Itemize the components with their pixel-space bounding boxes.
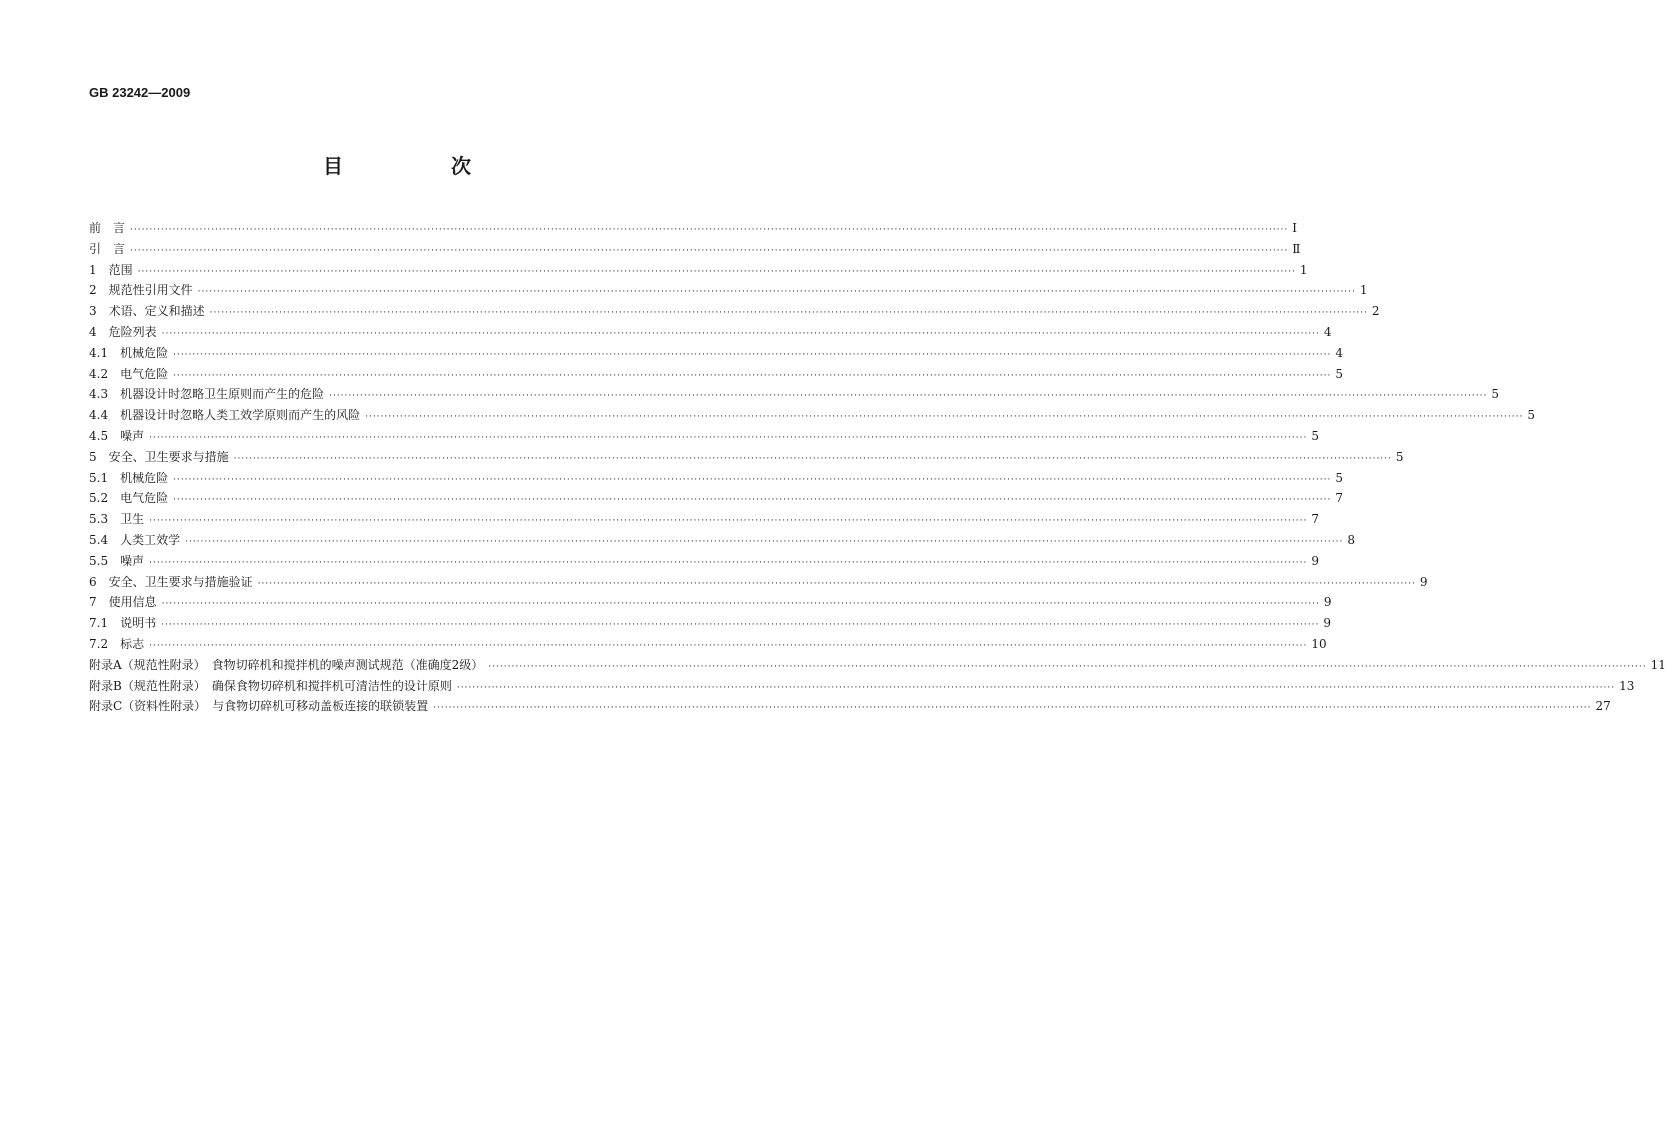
- toc-dot-leader: ············································································································································································································································································································: [456, 682, 1616, 693]
- toc-entry-page: 11: [1650, 657, 1666, 672]
- toc-dot-leader: ············································································································································································································································································································: [161, 620, 1320, 631]
- toc-entry-page: 7: [1335, 491, 1343, 506]
- toc-entry-label: 2 规范性引用文件: [89, 283, 193, 298]
- toc-entry-page: 5: [1527, 408, 1535, 423]
- toc-entry[interactable]: [89, 572, 1428, 593]
- toc-dot-leader: ············································································································································································································································································································: [161, 599, 1320, 610]
- toc-entry-label: 4.4 机器设计时忽略人类工效学原则而产生的风险: [89, 408, 361, 423]
- page-title: 目 次: [323, 154, 515, 178]
- toc-entry-label: 引 言: [89, 241, 126, 256]
- toc-entry[interactable]: [89, 676, 1635, 697]
- toc-entry-label: 4.1 机械危险: [89, 345, 169, 360]
- toc-entry-page: Ⅱ: [1292, 241, 1301, 256]
- toc-dot-leader: ············································································································································································································································································································: [149, 557, 1308, 568]
- toc-entry-label: 附录C（资料性附录） 与食物切碎机可移动盖板连接的联锁装置: [89, 699, 429, 714]
- toc-entry-label: 4.5 噪声: [89, 428, 145, 443]
- toc-dot-leader: ············································································································································································································································································································: [161, 328, 1320, 339]
- toc-entry-label: 5.5 噪声: [89, 553, 145, 568]
- toc-entry-label: 1 范围: [89, 262, 133, 277]
- toc-entry-page: 5: [1335, 470, 1343, 485]
- toc-entry-label: 5.3 卫生: [89, 512, 145, 527]
- toc-entry-label: 6 安全、卫生要求与措施验证: [89, 574, 253, 589]
- toc-entry[interactable]: [89, 655, 1666, 676]
- toc-entry[interactable]: [89, 509, 1319, 530]
- toc-entry-label: 7.1 说明书: [89, 616, 157, 631]
- standard-number: GB 23242—2009: [89, 85, 191, 100]
- toc-dot-leader: ············································································································································································································································································································: [197, 287, 1356, 298]
- toc-dot-leader: ············································································································································································································································································································: [149, 432, 1308, 443]
- toc-entry[interactable]: [89, 592, 1332, 613]
- toc-entry[interactable]: [89, 322, 1332, 343]
- toc-dot-leader: ············································································································································································································································································································: [149, 640, 1308, 651]
- toc-entry-page: 9: [1419, 574, 1428, 589]
- toc-dot-leader: ············································································································································································································································································································: [365, 412, 1524, 423]
- toc-entry-label: 5.1 机械危险: [89, 470, 169, 485]
- toc-dot-leader: ············································································································································································································································································································: [185, 536, 1344, 547]
- toc-dot-leader: ············································································································································································································································································································: [488, 661, 1647, 672]
- toc-entry[interactable]: [89, 260, 1308, 281]
- toc-entry[interactable]: [89, 364, 1343, 385]
- toc-entry-page: 2: [1371, 304, 1380, 319]
- toc-dot-leader: ············································································································································································································································································································: [149, 516, 1308, 527]
- toc-entry[interactable]: [89, 426, 1319, 447]
- toc-entry[interactable]: [89, 384, 1499, 405]
- toc-entry-label: 7 使用信息: [89, 595, 157, 610]
- toc-dot-leader: ············································································································································································································································································································: [173, 495, 1332, 506]
- toc-dot-leader: ············································································································································································································································································································: [173, 370, 1332, 381]
- toc-dot-leader: ············································································································································································································································································································: [257, 578, 1416, 589]
- toc-entry-label: 附录B（规范性附录） 确保食物切碎机和搅拌机可清洁性的设计原则: [89, 678, 452, 693]
- table-of-contents: [89, 218, 1666, 717]
- toc-entry-page: 5: [1311, 428, 1319, 443]
- toc-entry[interactable]: [89, 447, 1404, 468]
- toc-entry[interactable]: [89, 405, 1535, 426]
- toc-entry-label: 4 危险列表: [89, 324, 157, 339]
- toc-entry[interactable]: [89, 239, 1301, 260]
- toc-entry-page: 4: [1323, 324, 1332, 339]
- toc-dot-leader: ············································································································································································································································································································: [433, 703, 1592, 714]
- toc-entry[interactable]: [89, 280, 1368, 301]
- toc-dot-leader: ············································································································································································································································································································: [173, 474, 1332, 485]
- toc-entry[interactable]: [89, 613, 1331, 634]
- toc-entry-page: 9: [1311, 553, 1319, 568]
- toc-dot-leader: ············································································································································································································································································································: [329, 391, 1488, 402]
- toc-dot-leader: ············································································································································································································································································································: [130, 225, 1289, 235]
- toc-entry[interactable]: [89, 696, 1611, 717]
- toc-entry-label: 7.2 标志: [89, 636, 145, 651]
- toc-entry-label: 5.2 电气危险: [89, 491, 169, 506]
- toc-entry[interactable]: [89, 488, 1343, 509]
- toc-entry-page: 9: [1323, 595, 1332, 610]
- toc-entry-page: 7: [1311, 512, 1319, 527]
- toc-dot-leader: ············································································································································································································································································································: [130, 245, 1289, 256]
- toc-entry-page: 8: [1347, 532, 1355, 547]
- toc-entry-page: 10: [1311, 636, 1327, 651]
- toc-dot-leader: ············································································································································································································································································································: [233, 453, 1392, 464]
- toc-entry-page: 5: [1491, 387, 1499, 402]
- toc-entry-label: 4.2 电气危险: [89, 366, 169, 381]
- toc-entry[interactable]: [89, 468, 1343, 489]
- toc-entry-page: 1: [1299, 262, 1308, 277]
- toc-entry-label: 5 安全、卫生要求与措施: [89, 449, 229, 464]
- toc-entry-page: 5: [1395, 449, 1404, 464]
- toc-entry-page: 1: [1359, 283, 1368, 298]
- toc-entry-label: 4.3 机器设计时忽略卫生原则而产生的危险: [89, 387, 325, 402]
- toc-entry-page: 13: [1619, 678, 1635, 693]
- toc-dot-leader: ············································································································································································································································································································: [137, 266, 1296, 277]
- toc-entry-page: 5: [1335, 366, 1343, 381]
- toc-entry-page: Ⅰ: [1292, 221, 1298, 235]
- toc-entry-label: 3 术语、定义和描述: [89, 304, 205, 319]
- toc-entry-page: 9: [1323, 616, 1331, 631]
- toc-dot-leader: ············································································································································································································································································································: [209, 308, 1368, 319]
- toc-entry-label: 附录A（规范性附录） 食物切碎机和搅拌机的噪声测试规范（准确度2级）: [89, 657, 484, 672]
- toc-entry-page: 27: [1595, 699, 1611, 714]
- toc-entry-page: 4: [1335, 345, 1343, 360]
- toc-dot-leader: ············································································································································································································································································································: [173, 349, 1332, 360]
- toc-entry-label: 前 言: [89, 221, 126, 235]
- toc-entry[interactable]: [89, 634, 1327, 655]
- toc-entry[interactable]: [89, 343, 1343, 364]
- toc-entry-label: 5.4 人类工效学: [89, 532, 181, 547]
- toc-entry[interactable]: [89, 530, 1355, 551]
- toc-entry[interactable]: [89, 551, 1319, 572]
- toc-entry[interactable]: [89, 218, 1298, 239]
- toc-entry[interactable]: [89, 301, 1380, 322]
